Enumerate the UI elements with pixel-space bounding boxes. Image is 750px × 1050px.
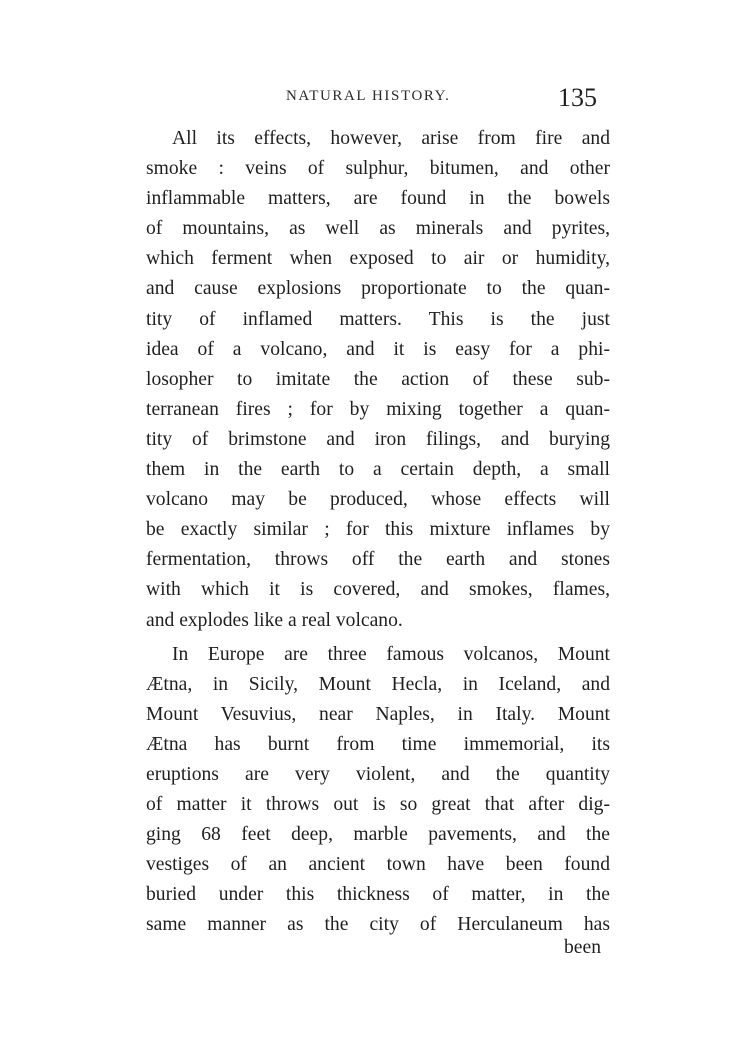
text-line: terranean fires ; for by mixing together a quan- [146, 398, 610, 420]
text-line: with which it is covered, and smokes, flames, [146, 579, 610, 601]
text-line: fermentation, throws off the earth and stones [146, 549, 610, 571]
text-line: buried under this thickness of matter, in the [146, 884, 610, 906]
text-line: volcano may be produced, whose effects will [146, 489, 610, 511]
running-head [0, 84, 750, 114]
text-line: same manner as the city of Herculaneum has [146, 914, 610, 936]
text-line: smoke : veins of sulphur, bitumen, and other [146, 158, 610, 180]
text-line: Ætna, in Sicily, Mount Hecla, in Iceland, and [146, 673, 610, 695]
paragraph [146, 124, 610, 636]
text-line: and explodes like a real volcano. [146, 609, 403, 631]
text-line: them in the earth to a certain depth, a small [146, 459, 610, 481]
text-line: be exactly similar ; for this mixture inflames by [146, 519, 610, 541]
text-line: of matter it throws out is so great that after dig- [146, 794, 610, 816]
running-title: NATURAL HISTORY. [286, 88, 451, 104]
text-line: In Europe are three famous volcanos, Mount [172, 643, 610, 665]
text-line: losopher to imitate the action of these sub- [146, 368, 610, 390]
body-text [146, 124, 610, 941]
text-line: and cause explosions proportionate to the quan- [146, 278, 610, 300]
text-line: eruptions are very violent, and the quantity [146, 763, 610, 785]
paragraph [146, 640, 610, 941]
text-line: Ætna has burnt from time immemorial, its [146, 733, 610, 755]
text-line: ging 68 feet deep, marble pavements, and the [146, 824, 610, 846]
catchword: been [564, 937, 601, 958]
text-line: All its effects, however, arise from fire and [172, 128, 610, 149]
text-line: inflammable matters, are found in the bowels [146, 188, 610, 210]
text-line: tity of inflamed matters. This is the just [146, 308, 610, 330]
text-line: vestiges of an ancient town have been found [146, 854, 610, 876]
text-line: of mountains, as well as minerals and pyrites, [146, 218, 610, 240]
text-line: which ferment when exposed to air or humidity, [146, 248, 610, 270]
text-line: tity of brimstone and iron filings, and burying [146, 428, 610, 450]
text-line: Mount Vesuvius, near Naples, in Italy. Mount [146, 703, 610, 725]
text-line: idea of a volcano, and it is easy for a phi- [146, 338, 610, 360]
page-number: 135 [558, 83, 597, 112]
